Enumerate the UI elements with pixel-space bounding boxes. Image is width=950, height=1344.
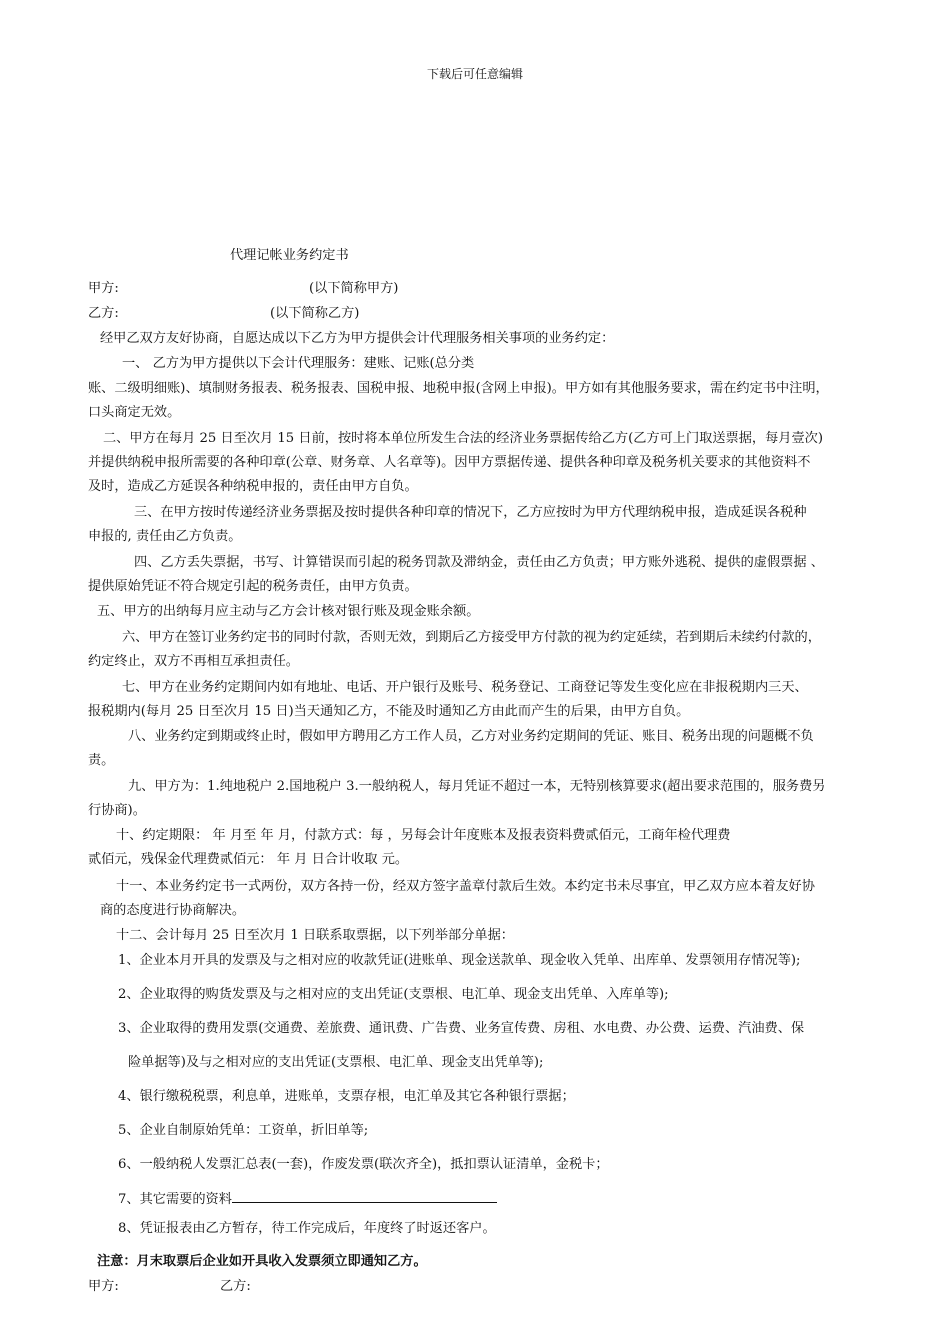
party-b-label: 乙方: [88,306,119,321]
clause-12-line: 十二、会计每月 25 日至次月 1 日联系取票据，以下列举部分单据： [116,928,514,943]
party-a-label: 甲方: [88,281,119,296]
clause-8-line: 责。 [88,753,115,768]
document-title: 代理记帐业务约定书 [230,248,349,263]
document-list-item: 8、凭证报表由乙方暂存，待工作完成后，年度终了时返还客户。 [118,1221,496,1236]
party-a-suffix: (以下简称甲方) [309,281,399,296]
signature-party-a: 甲方: [88,1279,119,1294]
document-list-item: 5、企业自制原始凭单：工资单，折旧单等; [118,1123,369,1138]
clause-9-line: 行协商)。 [88,803,146,818]
document-list-item: 险单据等)及与之相对应的支出凭证(支票根、电汇单、现金支出凭单等); [128,1055,544,1070]
clause-6-line: 六、甲方在签订业务约定书的同时付款，否则无效，到期后乙方接受甲方付款的视为约定延续，若到期后未续约付款的， [122,630,821,645]
clause-10-line: 十、约定期限： 年 月至 年 月，付款方式：每 ，另每会计年度账本及报表资料费贰佰元，工商年检代理费 [116,828,731,843]
other-materials-label: 7、其它需要的资料 [118,1192,232,1207]
document-list-item [118,1189,497,1208]
intro-paragraph: 经甲乙双方友好协商，自愿达成以下乙方为甲方提供会计代理服务相关事项的业务约定： [100,331,615,346]
signature-party-b: 乙方: [220,1279,251,1294]
party-b-suffix: (以下简称乙方) [270,306,360,321]
clause-2-line: 及时，造成乙方延误各种纳税申报的，责任由甲方自负。 [88,479,418,494]
document-list-item: 4、银行缴税税票，利息单，进账单，支票存根，电汇单及其它各种银行票据； [118,1089,575,1104]
clause-10-line: 贰佰元，残保金代理费贰佰元： 年 月 日合计收取 元。 [88,852,409,867]
clause-3-line: 申报的, 责任由乙方负责。 [88,529,242,544]
clause-11-line: 商的态度进行协商解决。 [100,903,246,918]
clause-1-line: 一、 乙方为甲方提供以下会计代理服务：建账、记账(总分类 [122,356,475,371]
clause-5-line: 五、甲方的出纳每月应主动与乙方会计核对银行账及现金账余额。 [97,604,480,619]
header-note: 下载后可任意编辑 [426,67,523,81]
clause-7-line: 报税期内(每月 25 日至次月 15 日)当天通知乙方，不能及时通知乙方由此而产生的后果，由甲方自负。 [88,704,690,719]
clause-2-line: 二、甲方在每月 25 日至次月 15 日前，按时将本单位所发生合法的经济业务票据传给乙方(乙方可上门取送票据，每月壹次) [103,431,823,446]
clause-8-line: 八、业务约定到期或终止时，假如甲方聘用乙方工作人员，乙方对业务约定期间的凭证、账目、税务出现的问题概不负 [128,729,814,744]
clause-2-line: 并提供纳税申报所需要的各种印章(公章、财务章、人名章等)。因甲方票据传递、提供各种印章及税务机关要求的其他资料不 [88,455,811,470]
clause-11-line: 十一、本业务约定书一式两份，双方各持一份，经双方签字盖章付款后生效。本约定书未尽事宜，甲乙双方应本着友好协 [116,879,815,894]
clause-7-line: 七、甲方在业务约定期间内如有地址、电话、开户银行及账号、税务登记、工商登记等发生变化应在非报税期内三天、 [122,680,808,695]
clause-6-line: 约定终止，双方不再相互承担责任。 [88,654,299,669]
document-list-item: 6、一般纳税人发票汇总表(一套)，作废发票(联次齐全)，抵扣票认证清单，金税卡； [118,1157,609,1172]
document-list-item: 3、企业取得的费用发票(交通费、差旅费、通讯费、广告费、业务宣传费、房租、水电费、办公费、运费、汽油费、保 [118,1021,805,1036]
document-list-item: 2、企业取得的购货发票及与之相对应的支出凭证(支票根、电汇单、现金支出凭单、入库单等); [118,987,669,1002]
clause-1-line: 账、二级明细账)、填制财务报表、税务报表、国税申报、地税申报(含网上申报)。甲方如有其他服务要求，需在约定书中注明， [88,381,829,396]
notice-text: 注意：月末取票后企业如开具收入发票须立即通知乙方。 [97,1254,427,1269]
clause-4-line: 提供原始凭证不符合规定引起的税务责任，由甲方负责。 [88,579,418,594]
fill-in-blank-line [232,1189,497,1203]
document-list-item: 1、企业本月开具的发票及与之相对应的收款凭证(进账单、现金送款单、现金收入凭单、出库单、发票领用存情况等); [118,953,801,968]
clause-4-line: 四、乙方丢失票据，书写、计算错误而引起的税务罚款及滞纳金，责任由乙方负责；甲方账外逃税、提供的虚假票据 、 [134,555,824,570]
clause-1-line: 口头商定无效。 [88,405,181,420]
clause-3-line: 三、在甲方按时传递经济业务票据及按时提供各种印章的情况下，乙方应按时为甲方代理纳税申报，造成延误各税种 [134,505,807,520]
clause-9-line: 九、甲方为：1.纯地税户 2.国地税户 3.一般纳税人，每月凭证不超过一本，无特别核算要求(超出要求范围的，服务费另 [128,779,826,794]
